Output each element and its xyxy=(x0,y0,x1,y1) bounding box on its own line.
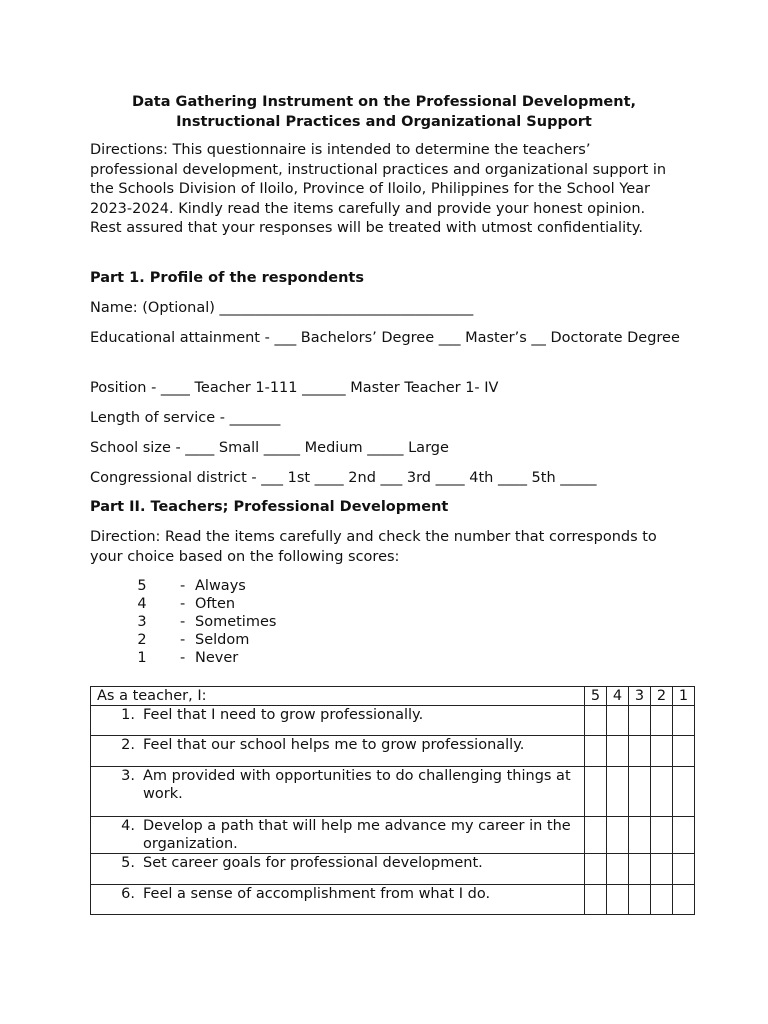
question-cell xyxy=(91,817,585,854)
rating-cell-2[interactable] xyxy=(651,706,673,736)
school-size-line: School size - ____ Small _____ Medium _____ Large xyxy=(90,440,449,456)
rating-cell-4[interactable] xyxy=(607,817,629,854)
rating-cell-5[interactable] xyxy=(585,706,607,736)
rating-cell-3[interactable] xyxy=(629,767,651,817)
title-line-1: Data Gathering Instrument on the Professional Development, xyxy=(131,94,637,110)
table-row xyxy=(91,736,695,767)
rating-cell-4[interactable] xyxy=(607,767,629,817)
rating-cell-1[interactable] xyxy=(673,885,695,915)
question-cell xyxy=(91,736,585,767)
table-header-row xyxy=(91,687,695,706)
item-text: Set career goals for professional development. xyxy=(143,855,483,871)
item-number: 1. xyxy=(121,707,135,723)
item-number: 6. xyxy=(121,886,135,902)
question-cell xyxy=(91,854,585,885)
question-cell xyxy=(91,767,585,817)
scale-row xyxy=(128,649,388,667)
scale-row xyxy=(128,595,388,613)
question-cell xyxy=(91,706,585,736)
scale-dash: - xyxy=(180,650,186,666)
item-number: 3. xyxy=(121,768,135,784)
rating-cell-5[interactable] xyxy=(585,736,607,767)
scale-number: 4 xyxy=(137,596,147,612)
scale-number: 5 xyxy=(137,578,147,594)
table-row xyxy=(91,885,695,915)
name-field-line: Name: (Optional) ___________________________________ xyxy=(90,300,474,316)
rating-cell-2[interactable] xyxy=(651,854,673,885)
position-line: Position - ____ Teacher 1-111 ______ Master Teacher 1- IV xyxy=(90,380,499,396)
rating-cell-5[interactable] xyxy=(585,854,607,885)
rating-cell-3[interactable] xyxy=(629,817,651,854)
rating-cell-3[interactable] xyxy=(629,736,651,767)
rating-cell-3[interactable] xyxy=(629,854,651,885)
question-cell xyxy=(91,885,585,915)
score-header: 4 xyxy=(607,687,629,706)
rating-cell-3[interactable] xyxy=(629,706,651,736)
score-header: 5 xyxy=(585,687,607,706)
educational-attainment-line: Educational attainment - ___ Bachelors’ Degree ___ Master’s __ Doctorate Degree xyxy=(90,330,680,346)
item-number: 4. xyxy=(121,818,135,834)
length-of-service-line: Length of service - _______ xyxy=(90,410,281,426)
rating-cell-3[interactable] xyxy=(629,885,651,915)
scale-label: Often xyxy=(195,596,236,612)
title-line-2: Instructional Practices and Organizational Support xyxy=(176,114,592,130)
scale-label: Sometimes xyxy=(195,614,277,630)
part1-heading: Part 1. Profile of the respondents xyxy=(90,270,364,286)
document-title xyxy=(90,92,678,132)
congressional-district-line: Congressional district - ___ 1st ____ 2nd ___ 3rd ____ 4th ____ 5th _____ xyxy=(90,470,597,486)
item-text: Develop a path that will help me advance my career in the organization. xyxy=(143,818,571,852)
scale-label: Always xyxy=(195,578,246,594)
item-number: 5. xyxy=(121,855,135,871)
rating-cell-4[interactable] xyxy=(607,736,629,767)
rating-cell-5[interactable] xyxy=(585,767,607,817)
part2-heading: Part II. Teachers; Professional Development xyxy=(90,499,449,515)
questionnaire-table xyxy=(90,686,695,915)
rating-cell-4[interactable] xyxy=(607,706,629,736)
rating-scale-legend xyxy=(128,577,388,667)
scale-label: Never xyxy=(195,650,239,666)
scale-dash: - xyxy=(180,632,186,648)
table-row xyxy=(91,854,695,885)
rating-cell-2[interactable] xyxy=(651,736,673,767)
item-text: Feel that our school helps me to grow professionally. xyxy=(143,737,525,753)
scale-number: 1 xyxy=(137,650,147,666)
table-header-question: As a teacher, I: xyxy=(91,687,585,706)
scale-dash: - xyxy=(180,596,186,612)
item-text: Feel a sense of accomplishment from what I do. xyxy=(143,886,491,902)
table-row xyxy=(91,767,695,817)
scale-dash: - xyxy=(180,578,186,594)
scale-row xyxy=(128,577,388,595)
scale-number: 2 xyxy=(137,632,147,648)
rating-cell-4[interactable] xyxy=(607,854,629,885)
score-header: 2 xyxy=(651,687,673,706)
scale-number: 3 xyxy=(137,614,147,630)
scale-row xyxy=(128,613,388,631)
rating-cell-2[interactable] xyxy=(651,767,673,817)
rating-cell-1[interactable] xyxy=(673,817,695,854)
table-row xyxy=(91,817,695,854)
scale-dash: - xyxy=(180,614,186,630)
rating-cell-1[interactable] xyxy=(673,767,695,817)
scale-row xyxy=(128,631,388,649)
rating-cell-1[interactable] xyxy=(673,706,695,736)
rating-cell-1[interactable] xyxy=(673,736,695,767)
part2-direction: Direction: Read the items carefully and check the number that corresponds to your choice based on the following scores: xyxy=(90,529,657,565)
table-row xyxy=(91,706,695,736)
item-text: Am provided with opportunities to do challenging things at work. xyxy=(143,768,571,802)
scale-label: Seldom xyxy=(195,632,250,648)
item-number: 2. xyxy=(121,737,135,753)
rating-cell-2[interactable] xyxy=(651,817,673,854)
directions-paragraph: Directions: This questionnaire is intended to determine the teachers’ professional development, instructional practices and organizational support in the Schools Division of Iloilo, Province of Iloilo, Philippines for the School Year 2023-2024. Kindly read the items carefully and provide your honest opinion. Rest assured that your responses will be treated with utmost confidentiality. xyxy=(90,142,667,237)
score-header: 1 xyxy=(673,687,695,706)
item-text: Feel that I need to grow professionally. xyxy=(143,707,424,723)
rating-cell-1[interactable] xyxy=(673,854,695,885)
score-header: 3 xyxy=(629,687,651,706)
rating-cell-5[interactable] xyxy=(585,885,607,915)
rating-cell-2[interactable] xyxy=(651,885,673,915)
rating-cell-4[interactable] xyxy=(607,885,629,915)
rating-cell-5[interactable] xyxy=(585,817,607,854)
